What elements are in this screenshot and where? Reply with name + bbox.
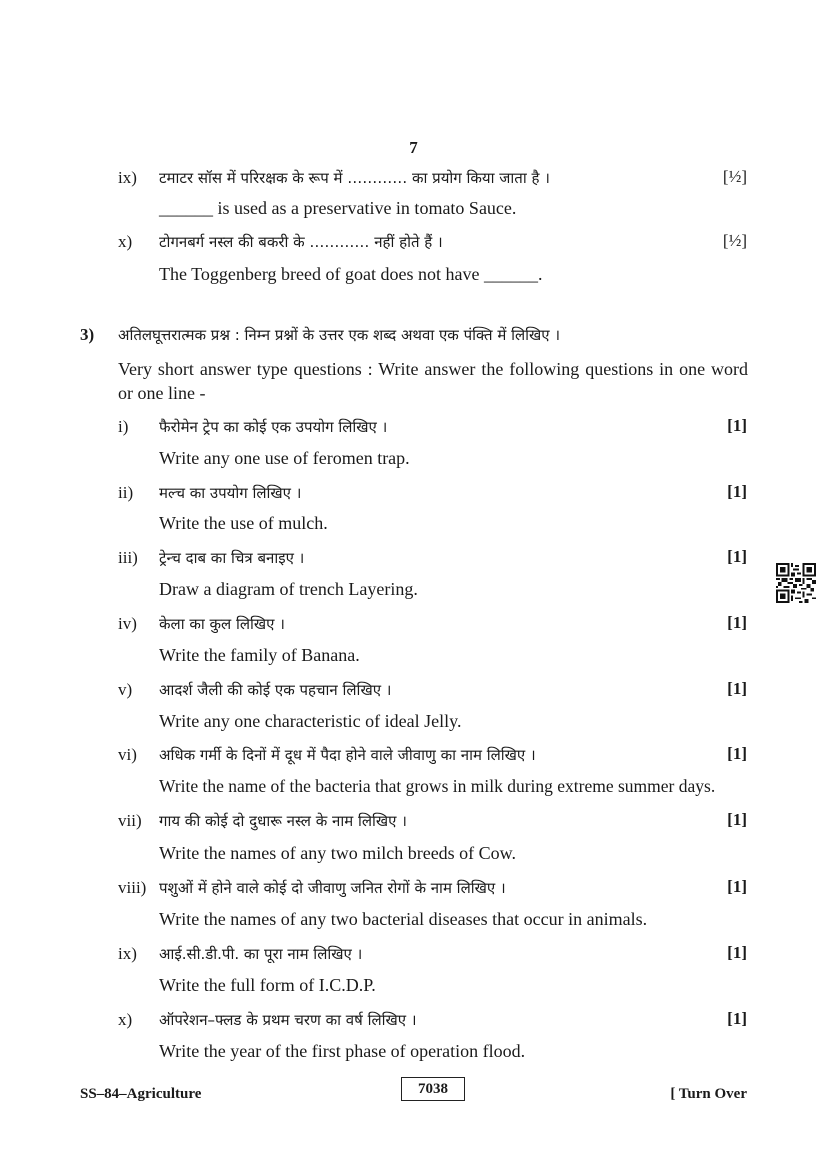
item-number: v) bbox=[118, 680, 133, 699]
item-hindi-text: आदर्श जैली की कोई एक पहचान लिखिए । bbox=[159, 681, 392, 699]
item-number: vii) bbox=[118, 811, 142, 830]
section-heading-hindi: अतिलघूत्तरात्मक प्रश्न : निम्न प्रश्नों के उत्तर एक शब्द अथवा एक पंक्ति में लिखिए । bbox=[118, 326, 561, 344]
footer-turn-over: [ Turn Over bbox=[670, 1086, 747, 1102]
item-number: ix) bbox=[118, 168, 137, 187]
item-number: ix) bbox=[118, 944, 137, 963]
item-english-text: Write the family of Banana. bbox=[159, 645, 360, 665]
item-hindi-text: टमाटर सॉस में परिरक्षक के रूप में ………… का प्रयोग किया जाता है । bbox=[159, 169, 550, 187]
item-number: vi) bbox=[118, 745, 137, 764]
item-english-text: Write the name of the bacteria that grows in milk during extreme summer days. bbox=[159, 776, 716, 796]
item-english-text: The Toggenberg breed of goat does not have ______. bbox=[159, 264, 543, 284]
item-english-text: Write any one use of feromen trap. bbox=[159, 448, 410, 468]
item-english-text: Write any one characteristic of ideal Jelly. bbox=[159, 711, 462, 731]
item-hindi-text: ऑपरेशन–फ्लड के प्रथम चरण का वर्ष लिखिए । bbox=[159, 1011, 417, 1029]
item-english-text: Write the use of mulch. bbox=[159, 513, 328, 533]
footer-subject-code: SS–84–Agriculture bbox=[80, 1086, 202, 1102]
item-number: x) bbox=[118, 1010, 133, 1029]
item-english-text: ______ is used as a preservative in tomato Sauce. bbox=[159, 198, 517, 218]
item-marks: [1] bbox=[727, 482, 747, 501]
page-number: 7 bbox=[409, 138, 418, 157]
item-marks: [1] bbox=[727, 613, 747, 632]
item-marks: [1] bbox=[727, 810, 747, 829]
item-marks: [1] bbox=[727, 1009, 747, 1028]
item-marks: [1] bbox=[727, 744, 747, 763]
item-hindi-text: फैरोमेन ट्रेप का कोई एक उपयोग लिखिए । bbox=[159, 418, 388, 436]
question-number: 3) bbox=[80, 325, 95, 344]
item-number: ii) bbox=[118, 483, 134, 502]
item-hindi-text: आई.सी.डी.पी. का पूरा नाम लिखिए । bbox=[159, 945, 363, 963]
item-number: iii) bbox=[118, 548, 138, 567]
item-english-text: Draw a diagram of trench Layering. bbox=[159, 579, 418, 599]
footer-paper-code: 7038 bbox=[401, 1077, 465, 1101]
item-marks: [½] bbox=[722, 231, 747, 250]
item-hindi-text: अधिक गर्मी के दिनों में दूध में पैदा होने वाले जीवाणु का नाम लिखिए । bbox=[159, 746, 536, 764]
item-marks: [1] bbox=[727, 547, 747, 566]
item-marks: [1] bbox=[727, 877, 747, 896]
item-number: x) bbox=[118, 232, 133, 251]
section-heading-english: Very short answer type questions : Write answer the following questions in one word or one line - bbox=[118, 359, 748, 403]
item-number: iv) bbox=[118, 614, 137, 633]
item-number: i) bbox=[118, 417, 129, 436]
item-english-text: Write the names of any two bacterial diseases that occur in animals. bbox=[159, 909, 648, 929]
item-hindi-text: मल्च का उपयोग लिखिए । bbox=[159, 484, 302, 502]
item-english-text: Write the year of the first phase of operation flood. bbox=[159, 1041, 526, 1061]
item-hindi-text: पशुओं में होने वाले कोई दो जीवाणु जनित रोगों के नाम लिखिए । bbox=[159, 879, 506, 897]
item-marks: [1] bbox=[727, 679, 747, 698]
item-marks: [½] bbox=[722, 167, 747, 186]
qr-code-icon bbox=[776, 563, 816, 603]
item-hindi-text: टोगनबर्ग नस्ल की बकरी के ………… नहीं होते हैं । bbox=[159, 233, 443, 251]
item-hindi-text: गाय की कोई दो दुधारू नस्ल के नाम लिखिए । bbox=[159, 812, 407, 830]
item-number: viii) bbox=[118, 878, 147, 897]
item-hindi-text: ट्रेन्च दाब का चित्र बनाइए । bbox=[159, 549, 305, 567]
item-english-text: Write the full form of I.C.D.P. bbox=[159, 975, 376, 995]
item-english-text: Write the names of any two milch breeds of Cow. bbox=[159, 843, 517, 863]
item-marks: [1] bbox=[727, 943, 747, 962]
item-hindi-text: केला का कुल लिखिए । bbox=[159, 615, 285, 633]
item-marks: [1] bbox=[727, 416, 747, 435]
